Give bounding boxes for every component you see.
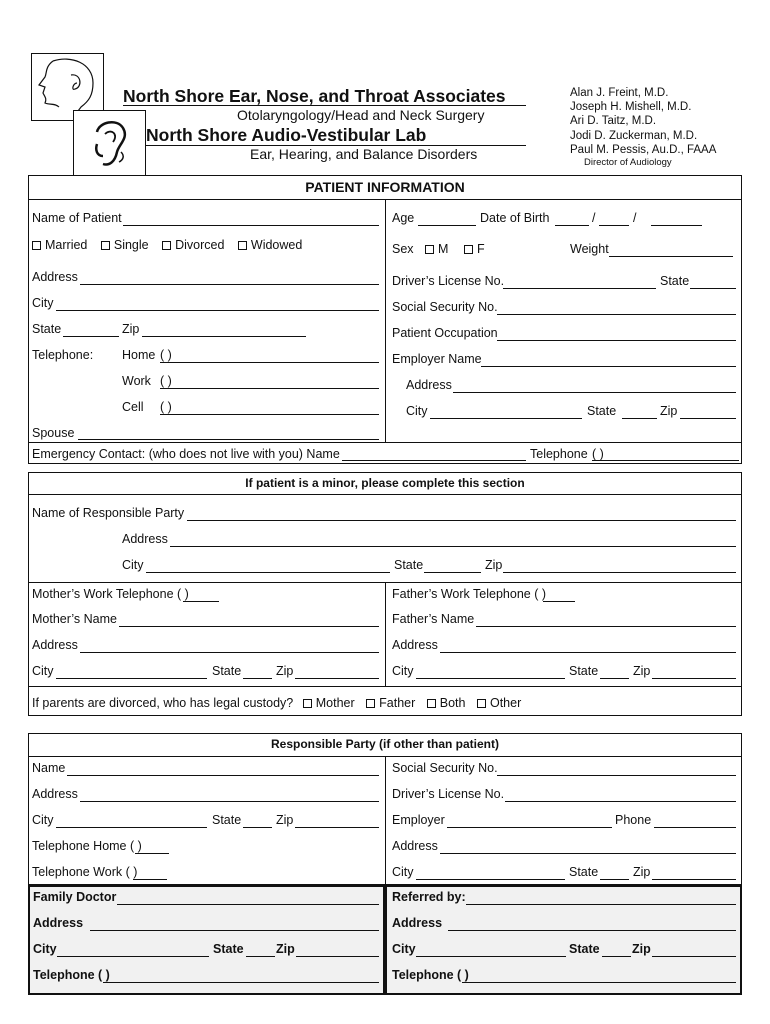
home-phone-field[interactable] [160,362,379,363]
separator: / [592,211,596,225]
label: Age [392,211,415,225]
doctor-phone-field[interactable] [103,982,379,983]
father-zip-field[interactable] [652,678,736,679]
checkbox[interactable] [366,699,375,708]
label: Work [122,374,151,388]
label: City [122,558,144,572]
label: Address [392,839,438,853]
rp-ssn-field[interactable] [497,775,736,776]
area-code: ( ) [160,348,172,362]
rp-employer-address-field[interactable] [440,853,736,854]
label: F [476,242,485,256]
label: Father’s Name [392,612,475,626]
employer-state-field[interactable] [622,418,657,419]
rp-employer-state-field[interactable] [600,879,629,880]
label: State [569,664,599,678]
responsible-address-field[interactable] [170,546,736,547]
label: Married [45,238,88,252]
doctor-name: Paul M. Pessis, Au.D., FAAA [570,143,717,156]
doctor-name: Jodi D. Zuckerman, M.D. [570,129,698,142]
label: Zip [633,664,651,678]
label: City [32,664,54,678]
ear-icon [73,110,146,176]
father-name-field[interactable] [476,626,736,627]
label: Social Security No. [392,300,498,314]
rp-work-phone-field[interactable] [133,879,167,880]
doctor-name: Ari D. Taitz, M.D. [570,115,657,128]
father-work-phone-field[interactable] [543,601,575,602]
label: Telephone: [32,348,94,362]
label: Address [406,378,452,392]
rp-employer-phone-field[interactable] [654,827,736,828]
label: Mother’s Work Telephone ( ) [32,587,189,601]
drivers-license-field[interactable] [503,288,656,289]
city-field[interactable] [56,310,379,311]
label: Mother’s Name [32,612,117,626]
label: Employer [392,813,445,827]
referrer-city-field[interactable] [416,956,566,957]
referrer-address-field[interactable] [448,930,736,931]
label: Divorced [175,238,225,252]
label: Address [32,787,78,801]
label: Emergency Contact: (who does not live with you) Name [32,447,340,461]
label: Date of Birth [480,211,550,225]
area-code: ( ) [160,400,172,414]
label: Telephone ( ) [392,968,469,982]
mother-work-phone-field[interactable] [183,601,219,602]
label: Spouse [32,426,75,440]
rp-zip-field[interactable] [295,827,379,828]
label: Zip [276,942,295,956]
specialty: Otolaryngology/Head and Neck Surgery [237,107,485,123]
section-title: Responsible Party (if other than patient) [270,737,500,751]
label: Address [392,916,443,930]
label: Address [33,916,84,930]
doctor-state-field[interactable] [246,956,275,957]
mother-state-field[interactable] [243,678,272,679]
label: Zip [485,558,503,572]
mother-zip-field[interactable] [295,678,379,679]
label: Family Doctor [33,890,117,904]
checkbox[interactable] [464,245,473,254]
checkbox[interactable] [425,245,434,254]
doctor-address-field[interactable] [90,930,379,931]
label: Sex [392,242,414,256]
responsible-city-field[interactable] [146,572,390,573]
label: Father [379,696,416,710]
responsible-name-field[interactable] [187,520,736,521]
father-address-field[interactable] [440,652,736,653]
label: Referred by: [392,890,466,904]
label: City [392,942,416,956]
rp-employer-field[interactable] [447,827,612,828]
label: State [660,274,690,288]
lab-tagline: Ear, Hearing, and Balance Disorders [250,146,478,162]
checkbox[interactable] [427,699,436,708]
label: Widowed [250,238,303,252]
label: Father’s Work Telephone ( ) [392,587,547,601]
checkbox[interactable] [101,241,110,250]
cell-phone-field[interactable] [160,414,379,415]
occupation-field[interactable] [497,340,736,341]
label: Name of Responsible Party [32,506,185,520]
label: Address [392,638,438,652]
label: Address [122,532,168,546]
checkbox[interactable] [162,241,171,250]
label: Zip [122,322,140,336]
lab-name: North Shore Audio-Vestibular Lab [146,125,427,145]
rp-address-field[interactable] [80,801,379,802]
doctor-zip-field[interactable] [296,956,379,957]
address-field[interactable] [80,284,379,285]
label: Driver’s License No. [392,787,505,801]
sex-options [392,242,485,257]
label: City [392,865,414,879]
label: Driver’s License No. [392,274,505,288]
label: Zip [276,664,294,678]
referrer-zip-field[interactable] [652,956,736,957]
label: City [32,813,54,827]
director-note: Director of Audiology [584,157,672,169]
dob-year-field[interactable] [651,225,702,226]
label: Mother [315,696,355,710]
label: Patient Occupation [392,326,498,340]
label: State [569,865,599,879]
employer-zip-field[interactable] [680,418,736,419]
label: State [32,322,62,336]
area-code: ( ) [592,447,604,461]
label: City [33,942,57,956]
label: Phone [615,813,652,827]
responsible-zip-field[interactable] [503,572,736,573]
label: City [406,404,428,418]
rp-city-field[interactable] [56,827,207,828]
checkbox[interactable] [238,241,247,250]
patient-name-field[interactable] [123,225,379,226]
label: Weight [570,242,609,256]
mother-address-field[interactable] [80,652,379,653]
label: Other [489,696,522,710]
rp-state-field[interactable] [243,827,272,828]
work-phone-field[interactable] [160,388,379,389]
label: Cell [122,400,144,414]
label: State [587,404,617,418]
father-city-field[interactable] [416,678,565,679]
dob-day-field[interactable] [599,225,629,226]
label: Zip [276,813,294,827]
family-doctor-field[interactable] [117,904,379,905]
label: If parents are divorced, who has legal custody? [32,696,294,710]
employer-address-field[interactable] [453,392,736,393]
rp-license-field[interactable] [505,801,736,802]
license-state-field[interactable] [690,288,736,289]
section-title: If patient is a minor, please complete this section [245,476,525,490]
referrer-phone-field[interactable] [462,982,736,983]
label: Telephone ( ) [33,968,110,982]
label: State [394,558,424,572]
label: State [569,942,600,956]
doctor-name: Joseph H. Mishell, M.D. [570,101,692,114]
label: Employer Name [392,352,482,366]
checkbox[interactable] [477,699,486,708]
label: State [212,664,242,678]
dob-month-field[interactable] [555,225,589,226]
mother-city-field[interactable] [56,678,207,679]
mother-name-field[interactable] [119,626,379,627]
emergency-phone-field[interactable] [592,460,739,461]
label: Zip [660,404,678,418]
label: Name [32,761,66,775]
weight-field[interactable] [609,256,733,257]
separator: / [633,211,637,225]
label: State [212,813,242,827]
rp-employer-zip-field[interactable] [652,879,736,880]
label: City [392,664,414,678]
state-field[interactable] [63,336,119,337]
area-code: ( ) [160,374,172,388]
label: Telephone [530,447,588,461]
rp-employer-city-field[interactable] [416,879,565,880]
spouse-field[interactable] [78,439,379,440]
label: Both [439,696,466,710]
checkbox[interactable] [32,241,41,250]
zip-field[interactable] [142,336,306,337]
responsible-state-field[interactable] [424,572,481,573]
emergency-name-field[interactable] [342,460,526,461]
label: Zip [632,942,651,956]
rp-home-phone-field[interactable] [135,853,169,854]
referrer-state-field[interactable] [602,956,631,957]
label: Social Security No. [392,761,498,775]
section-title: PATIENT INFORMATION [305,179,465,195]
label: City [32,296,54,310]
employer-city-field[interactable] [430,418,582,419]
ssn-field[interactable] [497,314,736,315]
marital-status [32,238,302,253]
checkbox[interactable] [303,699,312,708]
rp-name-field[interactable] [67,775,379,776]
label: Telephone Home ( ) [32,839,142,853]
label: Home [122,348,156,362]
label: Single [113,238,149,252]
doctor-city-field[interactable] [57,956,209,957]
custody-question [32,696,521,711]
label: Name of Patient [32,211,122,225]
doctor-name: Alan J. Freint, M.D. [570,87,669,99]
employer-field[interactable] [481,366,736,367]
age-field[interactable] [418,225,476,226]
label: Telephone Work ( ) [32,865,138,879]
father-state-field[interactable] [600,678,629,679]
label: Address [32,270,78,284]
referred-by-field[interactable] [466,904,736,905]
label: State [213,942,244,956]
label: M [438,242,449,256]
doctor-list [570,86,716,169]
label: Zip [633,865,651,879]
practice-name: North Shore Ear, Nose, and Throat Associates [123,86,506,106]
label: Address [32,638,78,652]
